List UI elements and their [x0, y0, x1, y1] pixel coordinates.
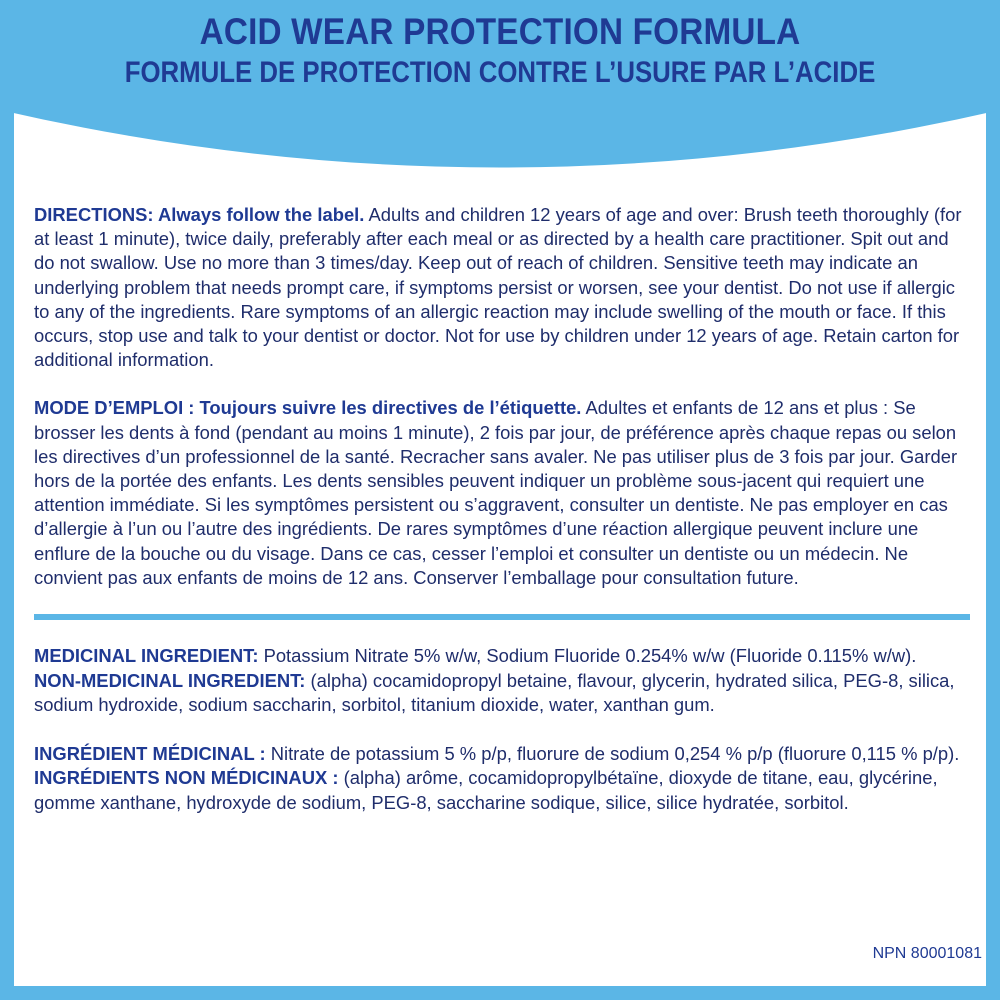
spacer — [34, 718, 974, 742]
medicinal-ingredient-label: MEDICINAL INGREDIENT: — [34, 645, 259, 667]
directions-text: Adults and children 12 years of age and over: Brush teeth thoroughly (for at least 1 minute), twice daily, preferably after each meal or as directed by a health care practitioner. Spit out and do not swallow. Use no more than 3 times/day. Keep out of reach of children. Sensitive teeth may indicate an underlying problem that needs prompt care, if symptoms persist or worsen, see your dentist. Do not use if allergic to any of the ingredients. Rare symptoms of an allergic reaction may include swelling of the mouth or face. If this occurs, stop use and talk to your dentist or doctor. Not for use by children under 12 years of age. Retain carton for additional information. — [34, 204, 962, 371]
non-medicinal-ingredient-label: NON-MEDICINAL INGREDIENT: — [34, 669, 306, 691]
ingredients-non-medicinaux-label: INGRÉDIENTS NON MÉDICINAUX : — [34, 767, 339, 789]
ingredients-section — [34, 644, 974, 815]
mode-emploi-text: Adultes et enfants de 12 ans et plus : Se brosser les dents à fond (pendant au moins 1 minute), 2 fois par jour, de préférence après chaque repas ou selon les directives d’un professionnel de la santé. Recracher sans avaler. Ne pas utiliser plus de 3 fois par jour. Garder hors de la portée des enfants. Les dents sensibles peuvent indiquer un problème sous-jacent qui requiert une attention immédiate. Si les symptômes persistent ou s’aggravent, consulter un dentiste. Ne pas employer en cas d’allergie à l’un ou l’autre des ingrédients. De rares symptômes d’une réaction allergique peuvent inclure une enflure de la bouche ou du visage. Dans ce cas, cesser l’emploi et consulter un dentiste ou un médecin. Ne convient pas aux enfants de moins de 12 ans. Conserver l’emballage pour consultation future. — [34, 397, 958, 588]
ingredients-non-medicinaux-text: (alpha) arôme, cocamidopropylbétaïne, dioxyde de titane, eau, glycérine, gomme xanthane, hydroxyde de sodium, PEG-8, saccharine sodique, silice, silice hydratée, sorbitol. — [34, 767, 938, 813]
section-divider — [34, 614, 970, 620]
ingredient-medicinal-fr-text: Nitrate de potassium 5 % p/p, fluorure de sodium 0,254 % p/p (fluorure 0,115 % p/p). — [265, 742, 960, 764]
label-content — [34, 203, 974, 815]
mode-emploi-paragraph — [34, 396, 974, 590]
spacer — [34, 372, 974, 396]
mode-emploi-label: MODE D’EMPLOI : Toujours suivre les directives de l’étiquette. — [34, 397, 582, 419]
title-french: FORMULE DE PROTECTION CONTRE L’USURE PAR L’ACIDE — [124, 56, 876, 89]
title-english: ACID WEAR PROTECTION FORMULA — [199, 11, 801, 52]
header — [0, 10, 1000, 92]
medicinal-ingredient-paragraph — [34, 644, 974, 669]
non-medicinal-ingredient-paragraph — [34, 669, 974, 718]
directions-paragraph — [34, 203, 974, 372]
non-medicinal-ingredient-text: (alpha) cocamidopropyl betaine, flavour, glycerin, hydrated silica, PEG-8, silica, sodium hydroxide, sodium saccharin, sorbitol, titanium dioxide, water, xanthan gum. — [34, 669, 955, 716]
ingredients-non-medicinaux-paragraph — [34, 766, 974, 815]
ingredient-medicinal-fr-paragraph — [34, 742, 974, 767]
medicinal-ingredient-text: Potassium Nitrate 5% w/w, Sodium Fluoride 0.254% w/w (Fluoride 0.115% w/w). — [258, 645, 917, 667]
directions-label: DIRECTIONS: Always follow the label. — [34, 204, 365, 225]
npn-number: NPN 80001081 — [872, 945, 982, 962]
ingredient-medicinal-fr-label: INGRÉDIENT MÉDICINAL : — [34, 742, 266, 764]
